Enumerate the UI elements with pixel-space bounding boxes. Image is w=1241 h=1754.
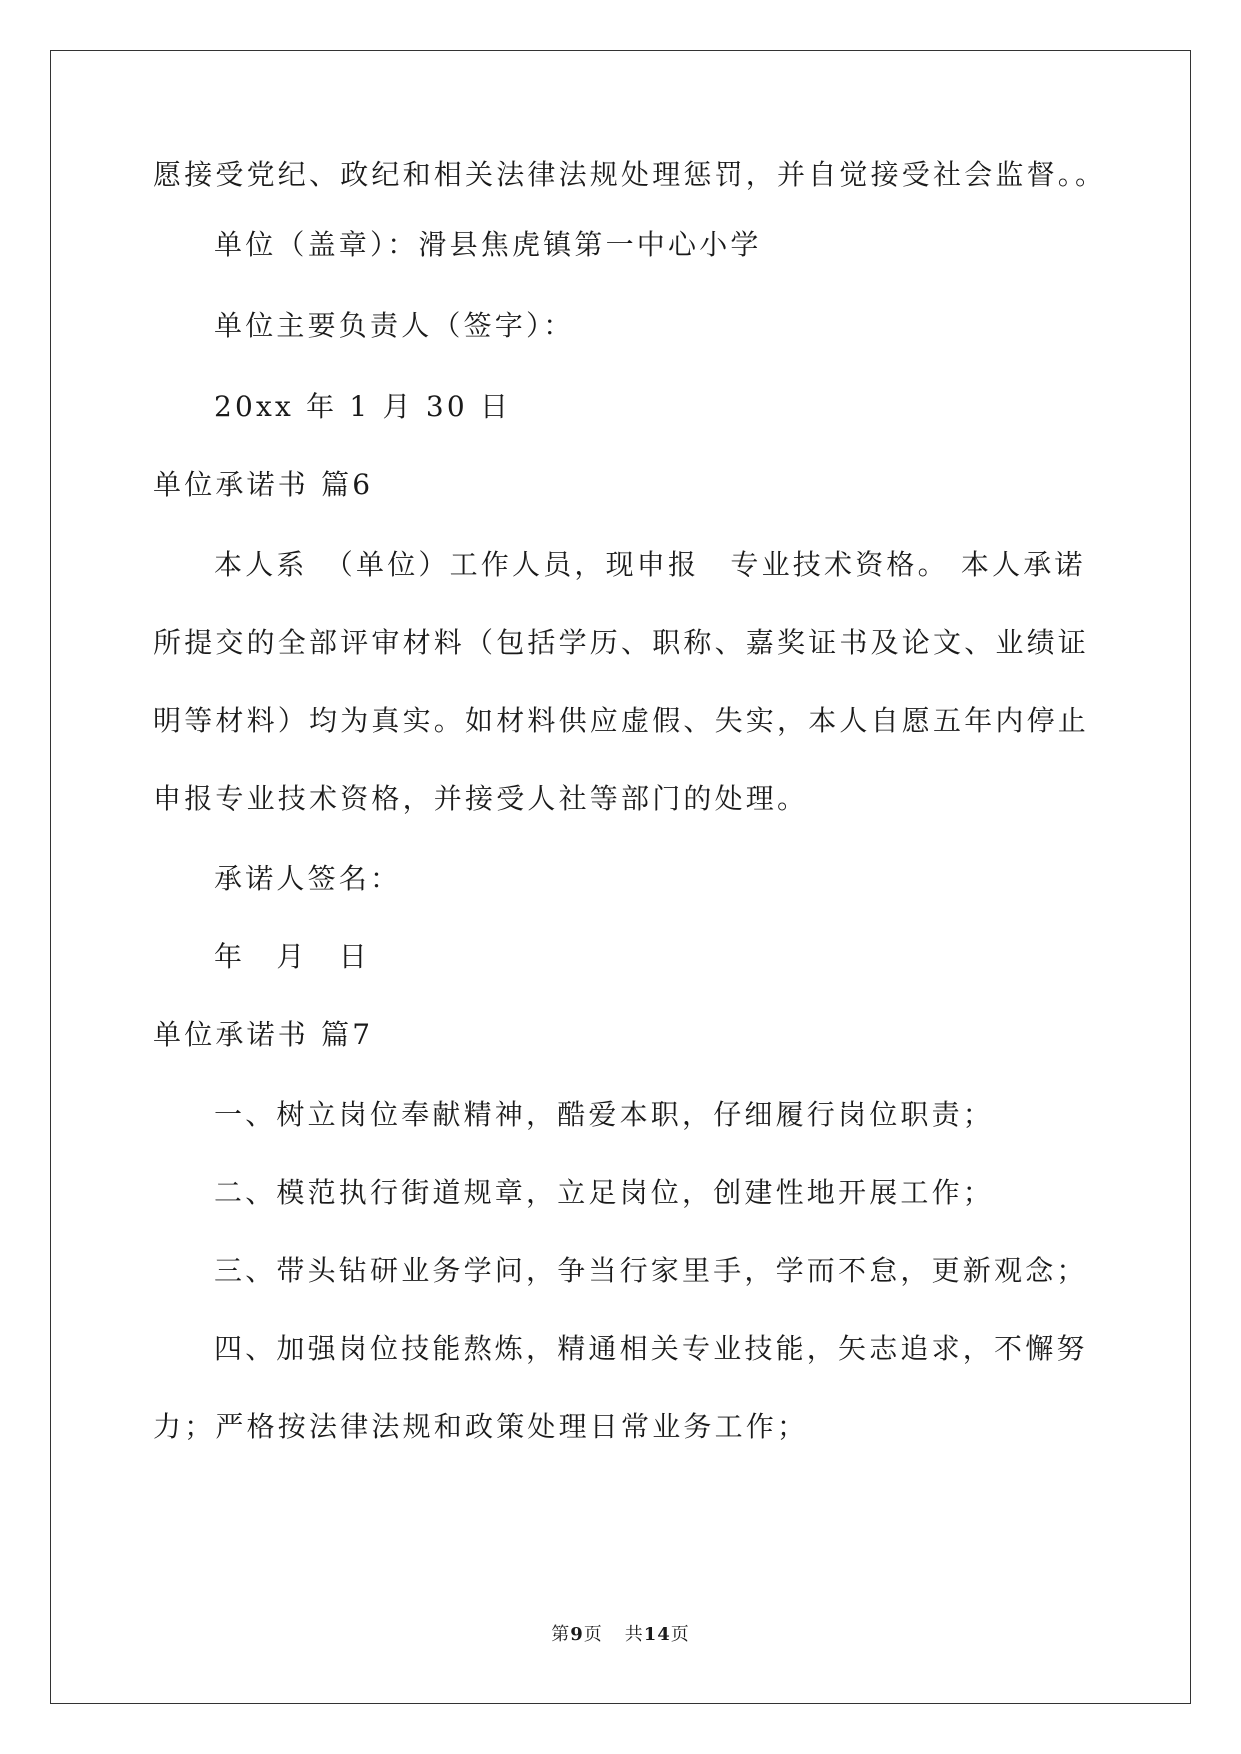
section-heading-7: 单位承诺书 篇7: [153, 1018, 374, 1051]
paragraph-line: 所提交的全部评审材料（包括学历、职称、嘉奖证书及论文、业绩证: [153, 626, 1090, 659]
paragraph-line: 愿接受党纪、政纪和相关法律法规处理惩罚，并自觉接受社会监督。。: [153, 158, 1107, 191]
blank-date-line: 年 月 日: [214, 940, 371, 973]
unit-head-signature-line: 单位主要负责人（签字）：: [214, 309, 575, 342]
paragraph-line: 申报专业技术资格，并接受人社等部门的处理。: [153, 782, 809, 815]
commitment-item: 三、带头钻研业务学问，争当行家里手，学而不怠，更新观念；: [214, 1254, 1088, 1287]
commitment-item: 四、加强岗位技能熬炼，精通相关专业技能，矢志追求，不懈努: [214, 1332, 1088, 1365]
date-line: 20xx 年 1 月 30 日: [214, 390, 512, 423]
paragraph-line: 力；严格按法律法规和政策处理日常业务工作；: [153, 1410, 809, 1443]
paragraph-line: 明等材料）均为真实。如材料供应虚假、失实，本人自愿五年内停止: [153, 704, 1090, 737]
commitment-item: 一、树立岗位奉献精神，酷爱本职，仔细履行岗位职责；: [214, 1098, 995, 1131]
page-footer: [0, 1624, 1241, 1646]
total-pages: 14: [643, 1624, 671, 1645]
total-prefix: 共: [624, 1624, 644, 1645]
signer-line: 承诺人签名：: [214, 862, 402, 895]
paragraph-line: 本人系 （单位）工作人员，现申报 专业技术资格。 本人承诺: [214, 548, 1086, 581]
section-heading-6: 单位承诺书 篇6: [153, 468, 374, 501]
page-number: 9: [570, 1624, 584, 1645]
page-suffix: 页: [583, 1624, 603, 1645]
unit-seal-line: 单位（盖章）：滑县焦虎镇第一中心小学: [214, 228, 762, 261]
total-suffix: 页: [670, 1624, 690, 1645]
page-prefix: 第: [551, 1624, 571, 1645]
commitment-item: 二、模范执行街道规章，立足岗位，创建性地开展工作；: [214, 1176, 995, 1209]
